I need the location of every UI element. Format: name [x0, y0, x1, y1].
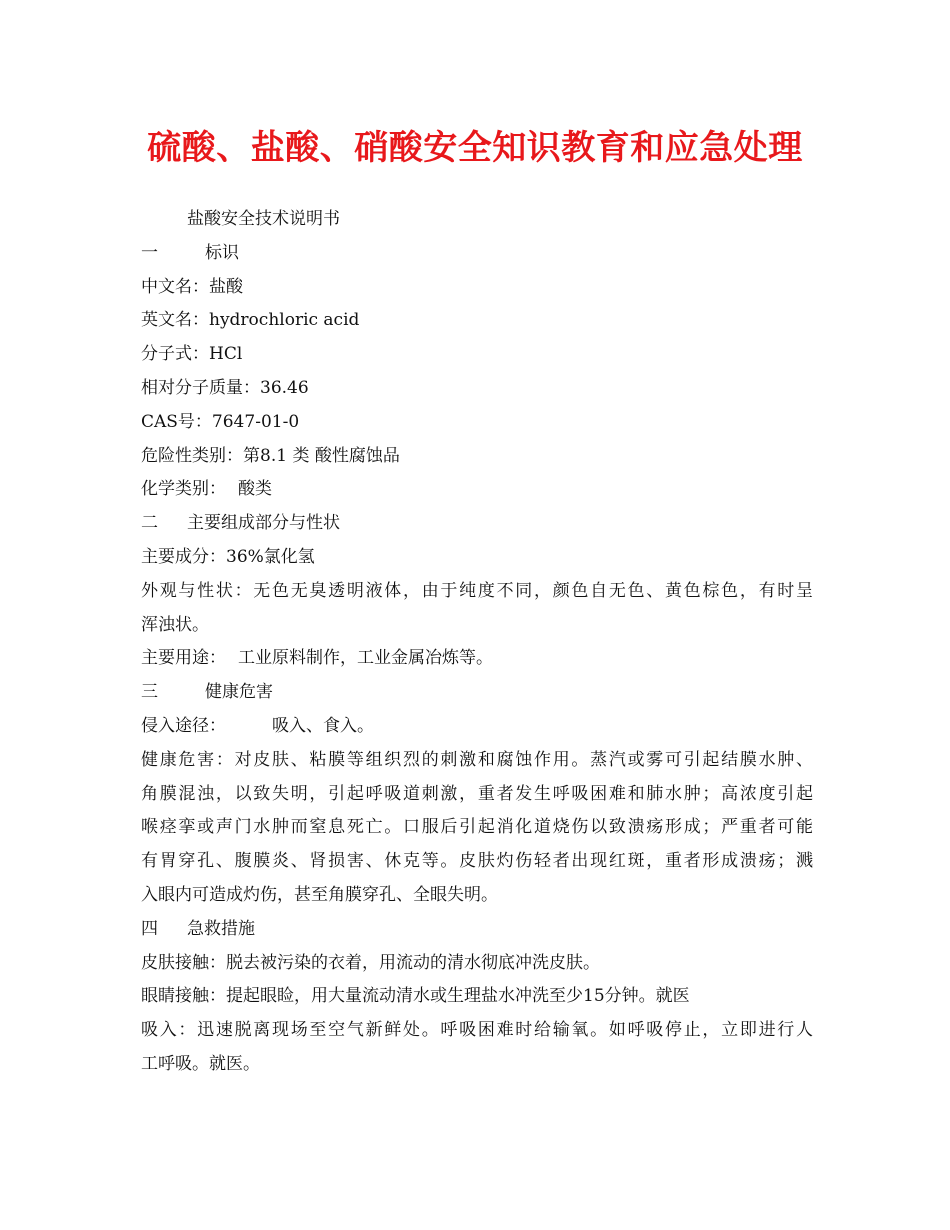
section-heading-health-hazard — [141, 676, 813, 710]
paragraph-line: 角膜混浊，以致失明，引起呼吸道刺激，重者发生呼吸困难和肺水肿；高浓度引起 — [141, 783, 813, 804]
section-title: 标识 — [205, 242, 239, 263]
field-value: 吸入、食入。 — [272, 715, 374, 736]
section-number: 三 — [141, 682, 158, 703]
section-number: 二 — [141, 513, 158, 534]
section-title: 急救措施 — [187, 918, 255, 939]
field-english-name: 英文名：hydrochloric acid — [141, 310, 360, 331]
field-formula: 分子式：HCl — [141, 344, 243, 365]
section-heading-identification — [141, 237, 813, 271]
document-title: 硫酸、盐酸、硝酸安全知识教育和应急处理 — [147, 128, 803, 168]
field-label: 侵入途径： — [141, 715, 226, 736]
field-entry-route — [141, 710, 813, 744]
paragraph-line: 工呼吸。就医。 — [141, 1053, 260, 1074]
section-heading-first-aid — [141, 913, 813, 947]
field-cas-number: CAS号：7647-01-0 — [141, 411, 300, 432]
field-main-component: 主要成分：36%氯化氢 — [141, 546, 315, 567]
document-subtitle: 盐酸安全技术说明书 — [187, 209, 340, 229]
paragraph-line: 吸入：迅速脱离现场至空气新鲜处。呼吸困难时给输氧。如呼吸停止，立即进行人 — [141, 1020, 813, 1041]
section-number: 一 — [141, 242, 158, 263]
field-molecular-mass: 相对分子质量：36.46 — [141, 377, 309, 398]
field-eye-contact: 眼睛接触：提起眼睑，用大量流动清水或生理盐水冲洗至少15分钟。就医 — [141, 986, 690, 1007]
field-skin-contact: 皮肤接触：脱去被污染的衣着，用流动的清水彻底冲洗皮肤。 — [141, 952, 600, 973]
field-main-use — [141, 642, 813, 676]
section-number: 四 — [141, 918, 158, 939]
section-title: 主要组成部分与性状 — [187, 513, 340, 534]
field-chinese-name: 中文名：盐酸 — [141, 276, 243, 297]
document-body — [141, 203, 813, 1082]
paragraph-line: 外观与性状：无色无臭透明液体，由于纯度不同，颜色自无色、黄色棕色，有时呈 — [141, 580, 813, 601]
paragraph-line: 健康危害：对皮肤、粘膜等组织烈的刺激和腐蚀作用。蒸汽或雾可引起结膜水肿、 — [141, 749, 813, 770]
field-label: 化学类别： — [141, 479, 226, 500]
field-value: 酸类 — [238, 479, 272, 500]
field-value: 工业原料制作，工业金属冶炼等。 — [238, 648, 493, 669]
paragraph-line: 入眼内可造成灼伤，甚至角膜穿孔、全眼失明。 — [141, 884, 498, 905]
section-title: 健康危害 — [205, 682, 273, 703]
paragraph-line: 有胃穿孔、腹膜炎、肾损害、休克等。皮肤灼伤轻者出现红斑，重者形成溃疡；溅 — [141, 851, 813, 872]
field-chemical-class — [141, 473, 813, 507]
paragraph-line: 喉痉挛或声门水肿而窒息死亡。口服后引起消化道烧伤以致溃疡形成；严重者可能 — [141, 817, 813, 838]
field-label: 主要用途： — [141, 648, 226, 669]
section-heading-composition — [141, 507, 813, 541]
paragraph-line: 浑浊状。 — [141, 614, 209, 635]
field-hazard-class: 危险性类别：第8.1 类 酸性腐蚀品 — [141, 445, 400, 466]
